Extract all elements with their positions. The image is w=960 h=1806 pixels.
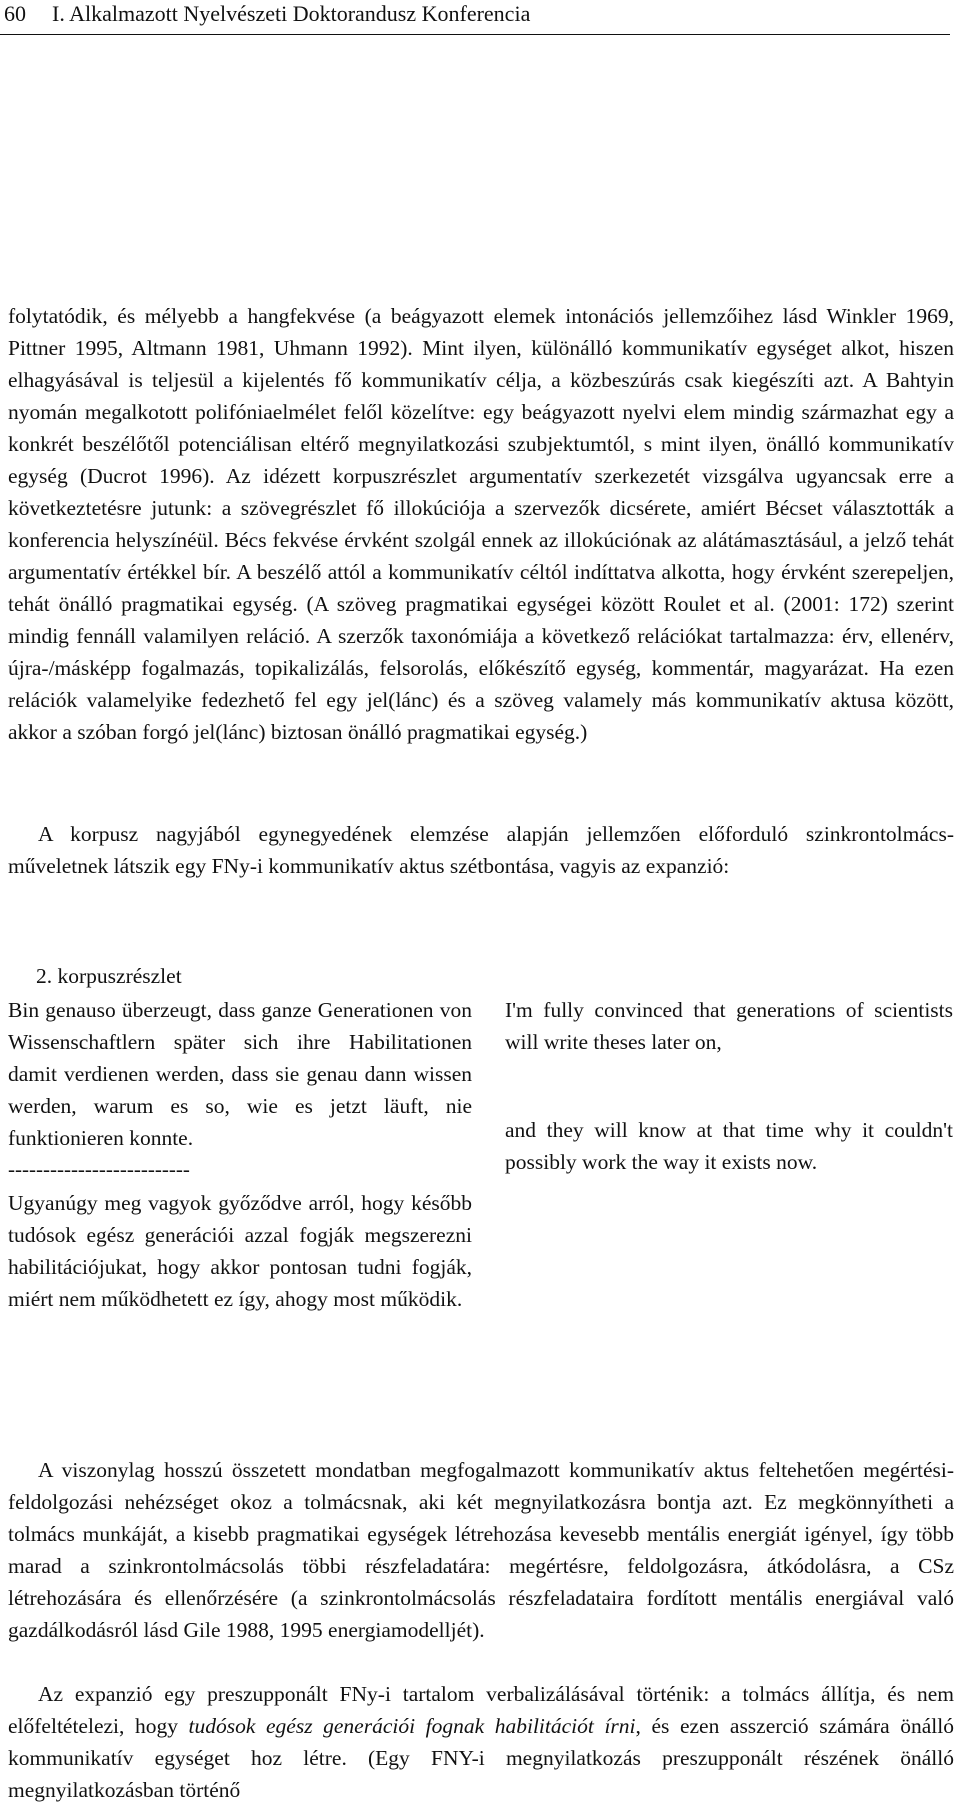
translation-hungarian: Ugyanúgy meg vagyok győződve arról, hogy később tudósok egész generációi azzal fogják megszerezni habilitációjukat, hogy akkor pontosan tudni fogják, miért nem működhetett ez így, ahogy most működik.: [8, 1191, 472, 1311]
body-paragraph-2: A korpusz nagyjából egynegyedének elemzése alapján jellemzően előforduló szinkrontolmács-műveletnek látszik egy FNy-i kommunikatív aktus szétbontása, vagyis az expanzió:: [8, 822, 954, 878]
source-text-german: Bin genauso überzeugt, dass ganze Generationen von Wissenschaftlern später sich ihre Habilitationen damit verdienen werden, dass sie genau dann wissen werden, warum es so, wie es jetzt läuft, nie funktionieren konnte.: [8, 998, 472, 1150]
example-heading: 2. korpuszrészlet: [36, 964, 182, 988]
interpretation-english-part-1: I'm fully convinced that generations of scientists will write theses later on,: [505, 998, 953, 1054]
body-paragraph-4: [8, 1678, 954, 1806]
interpretation-english-part-2: and they will know at that time why it couldn't possibly work the way it exists now.: [505, 1118, 953, 1174]
paragraph-4-text-start: Az expanzió egy preszupponált FNy-i tartalom verbalizálásával történik: a tolmács állítja, és nem előfeltételezi, hogy: [8, 1682, 954, 1738]
paragraph-4-text-end: , és ezen asszerció számára önálló kommunikatív egységet hoz létre. (Egy FNY-i megnyilatkozás preszupponált részének önálló megnyilatkozásban történő: [8, 1714, 954, 1802]
paragraph-4-italic-quote: tudósok egész generációi fognak habilitációt írni: [188, 1714, 636, 1738]
running-header: [0, 0, 950, 35]
body-paragraph-3: A viszonylag hosszú összetett mondatban megfogalmazott kommunikatív aktus feltehetően megértési-feldolgozási nehézséget okoz a tolmácsnak, aki két megnyilatkozásra bontja azt. Ez megkönnyítheti a tolmács munkáját, a kisebb pragmatikai egységek létrehozása kevesebb mentális energiát igényel, így több marad a szinkrontolmácsolás többi részfeladatára: megértésre, feldolgozásra, átkódolásra, a CSz létrehozására és ellenőrzésére (a szinkrontolmácsolás részfeladataira fordított mentális energiával való gazdálkodásról lásd Gile 1988, 1995 energiamodelljét).: [8, 1458, 954, 1642]
text-separator: --------------------------: [8, 1157, 190, 1181]
conference-title: I. Alkalmazott Nyelvészeti Doktorandusz Konferencia: [52, 1, 531, 26]
body-paragraph-1: folytatódik, és mélyebb a hangfekvése (a beágyazott elemek intonációs jellemzőihez lásd Winkler 1969, Pittner 1995, Altmann 1981, Uhmann 1992). Mint ilyen, különálló kommunikatív egységet alkot, hiszen elhagyásával is teljesül a kijelentés fő kommunikatív célja, a közbeszúrás csak kiegészíti azt. A Bahtyin nyomán megalkotott polifóniaelmélet felől közelítve: egy beágyazott nyelvi elem mindig származhat egy a konkrét beszélőtől potenciálisan eltérő megnyilatkozási szubjektumtól, s mint ilyen, önálló kommunikatív egység (Ducrot 1996). Az idézett korpuszrészlet argumentatív szerkezetét vizsgálva ugyancsak erre a következtetésre jutunk: a szövegrészlet fő illokúciója a szervezők dicsérete, amiért Bécset választották a konferencia helyszínéül. Bécs fekvése érvként szolgál ennek az illokúciónak az alátámasztásául, a jelző tehát argumentatív értékkel bír. A beszélő attól a kommunikatív céltól indíttatva alkotta, hogy érvként szerepeljen, tehát önálló pragmatikai egység. (A szöveg pragmatikai egységei között Roulet et al. (2001: 172) szerint mindig fennáll valamilyen reláció. A szerzők taxonómiája a következő relációkat tartalmazza: érv, ellenérv, újra-/másképp fogalmazás, topikalizálás, felsorolás, előkészítő egység, kommentár, magyarázat. Ha ezen relációk valamelyike fedezhető fel egy jel(lánc) és a szöveg valamely más kommunikatív aktusa között, akkor a szóban forgó jel(lánc) biztosan önálló pragmatikai egység.): [8, 304, 954, 744]
page-number: 60: [4, 1, 26, 26]
